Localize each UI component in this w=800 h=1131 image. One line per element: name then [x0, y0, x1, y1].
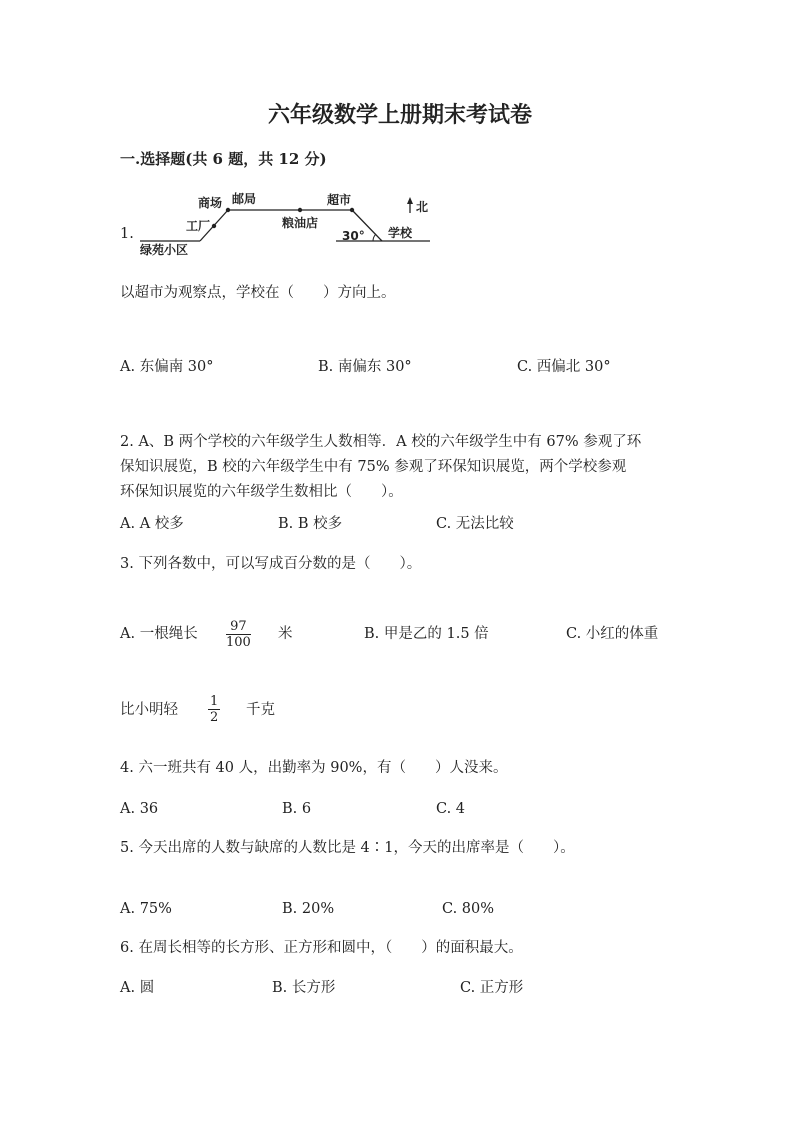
q5-option-b: B. 20% [282, 901, 335, 917]
q3-option-b: B. 甲是乙的 1.5 倍 [364, 626, 489, 642]
q1-option-b: B. 南偏东 30° [318, 359, 412, 375]
page-title: 六年级数学上册期末考试卷 [267, 102, 532, 128]
youju-point [226, 208, 230, 212]
fraction-numerator: 1 [210, 694, 219, 709]
q3-option-c-continued: 比小明轻 [120, 702, 178, 718]
label-gongchang: 工厂 [186, 219, 211, 233]
q3-option-a-unit: 米 [278, 626, 293, 642]
q4-option-c: C. 4 [436, 801, 466, 817]
q6-option-b: B. 长方形 [272, 980, 336, 996]
q2-option-c: C. 无法比较 [436, 516, 514, 532]
section-heading: 一.选择题(共 6 题，共 12 分) [120, 150, 327, 168]
q3-option-a-text: A. 一根绳长 [120, 626, 198, 642]
q1-stem: 以超市为观察点，学校在（ ）方向上。 [120, 285, 396, 301]
q4-stem: 4. 六一班共有 40 人，出勤率为 90%，有（ ）人没来。 [120, 760, 508, 776]
label-shangchang: 商场 [198, 196, 223, 210]
label-youju: 邮局 [232, 192, 257, 206]
angle-arc [373, 234, 376, 241]
label-lvyuan: 绿苑小区 [140, 243, 189, 257]
label-angle: 30° [342, 229, 365, 243]
label-bei: 北 [416, 200, 429, 214]
q3-option-c-unit: 千克 [246, 702, 275, 718]
q6-stem: 6. 在周长相等的长方形、正方形和圆中，（ ）的面积最大。 [120, 940, 523, 956]
q2-stem-line-3: 环保知识展览的六年级学生数相比（ ）。 [120, 484, 403, 500]
liangyoudian-point [298, 208, 302, 212]
q4-option-a: A. 36 [120, 801, 159, 817]
q6-option-a: A. 圆 [120, 980, 155, 996]
label-liangyoudian: 粮油店 [282, 216, 319, 230]
label-xuexiao: 学校 [388, 226, 413, 240]
q3-option-a-fraction [226, 619, 251, 650]
q4-option-b: B. 6 [282, 801, 312, 817]
q1-map-diagram [130, 185, 440, 260]
fraction-denominator: 100 [226, 635, 251, 650]
q3-stem: 3. 下列各数中，可以写成百分数的是（ ）。 [120, 556, 422, 572]
q1-option-a: A. 东偏南 30° [120, 359, 214, 375]
north-arrow-icon [407, 197, 413, 204]
label-chaoshi: 超市 [327, 193, 352, 207]
gongchang-point [212, 224, 216, 228]
q1-option-c: C. 西偏北 30° [517, 359, 611, 375]
q1-number: 1. [120, 226, 134, 242]
q5-option-c: C. 80% [442, 901, 495, 917]
q2-stem-line-2: 保知识展览，B 校的六年级学生中有 75% 参观了环保知识展览，两个学校参观 [120, 459, 627, 475]
chaoshi-point [350, 208, 354, 212]
q6-option-c: C. 正方形 [460, 980, 524, 996]
q2-stem-line-1: 2. A、B 两个学校的六年级学生人数相等．A 校的六年级学生中有 67% 参观了环 [120, 434, 642, 450]
q5-stem: 5. 今天出席的人数与缺席的人数比是 4∶1，今天的出席率是（ ）。 [120, 840, 575, 856]
q5-option-a: A. 75% [120, 901, 172, 917]
fraction-denominator: 2 [210, 710, 219, 725]
fraction-numerator: 97 [226, 619, 251, 635]
q2-option-b: B. B 校多 [278, 516, 343, 532]
q3-option-c-fraction [208, 694, 220, 725]
q3-option-c-text: C. 小红的体重 [566, 626, 659, 642]
q2-option-a: A. A 校多 [120, 516, 184, 532]
